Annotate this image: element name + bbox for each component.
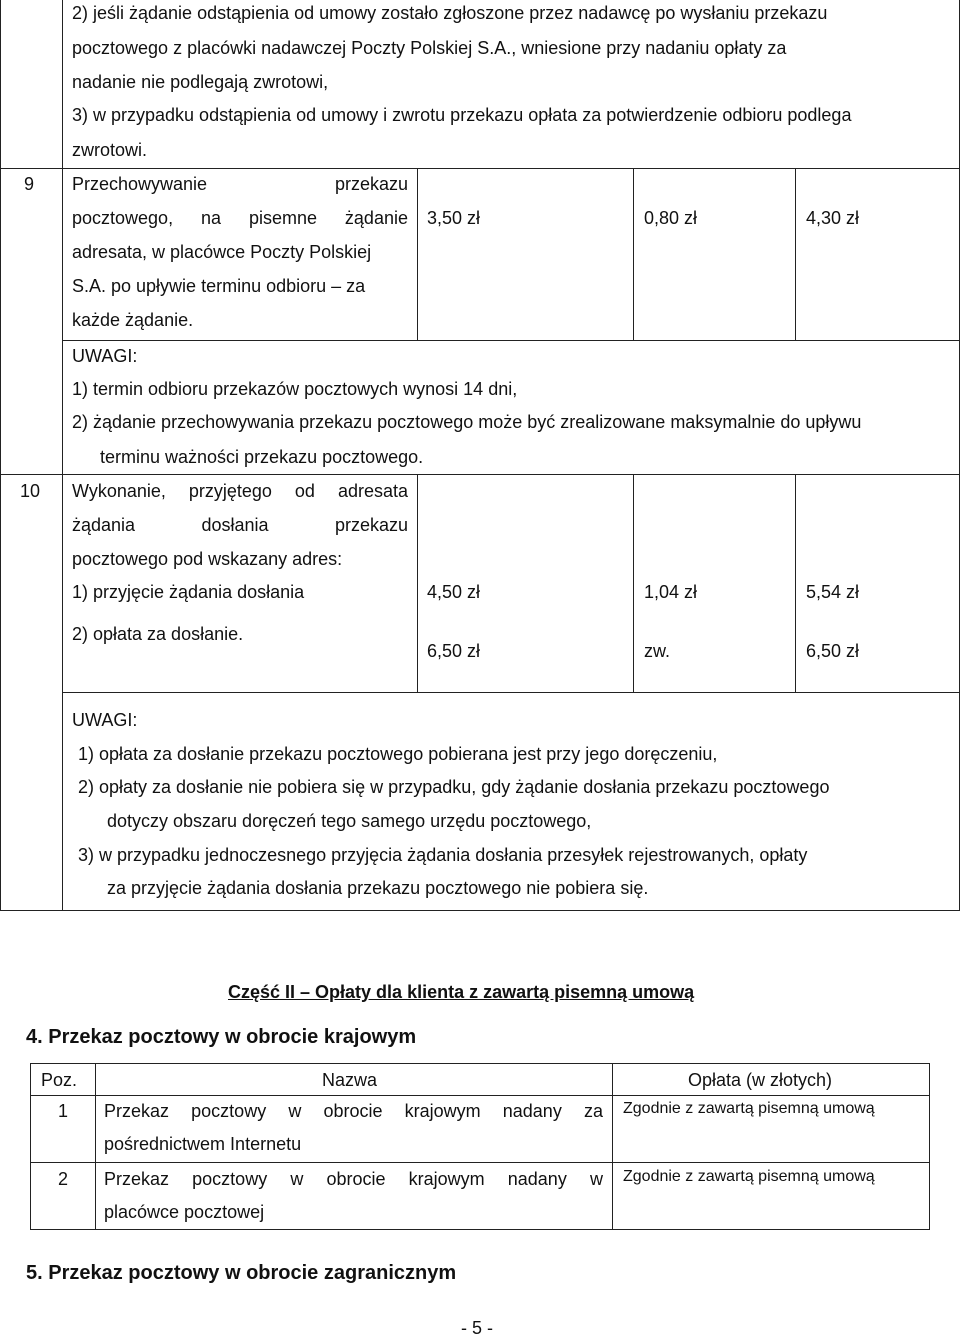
table-row-separator	[0, 474, 960, 475]
table-col-separator	[612, 1063, 613, 1230]
table-col-separator	[795, 474, 796, 692]
fee-value: Zgodnie z zawartą pisemną umową	[623, 1100, 875, 1117]
row-number: 9	[24, 174, 35, 194]
word: przekazu	[334, 174, 408, 194]
table-border-left	[0, 0, 1, 911]
table-row-separator	[30, 1162, 930, 1163]
table-border-col-text	[62, 0, 63, 911]
note-line: 1) opłata za dosłanie przekazu pocztowego pobierana jest przy jego doręczeniu,	[78, 744, 718, 764]
word: w	[589, 1169, 603, 1189]
service-name-line	[72, 516, 408, 534]
table-col-separator	[795, 168, 796, 340]
table-col-separator	[633, 168, 634, 340]
note-line: 2) żądanie przechowywania przekazu pocztowego może być zrealizowane maksymalnie do upływu	[72, 412, 862, 432]
note-line: 3) w przypadku jednoczesnego przyjęcia żądania dosłania przesyłek rejestrowanych, opłaty	[78, 845, 808, 865]
word: nadany	[507, 1169, 567, 1189]
table-col-separator	[633, 474, 634, 692]
table-col-separator	[95, 1063, 96, 1230]
table-row-name-line: pośrednictwem Internetu	[104, 1134, 302, 1154]
section-heading: 4. Przekaz pocztowy w obrocie krajowym	[26, 1026, 417, 1048]
section-heading: 5. Przekaz pocztowy w obrocie zagranicznym	[26, 1262, 457, 1284]
gross-price: 6,50 zł	[806, 641, 860, 661]
table-border-top	[30, 1063, 930, 1064]
word: przekazu	[334, 515, 408, 535]
net-price: 3,50 zł	[427, 208, 481, 228]
word: przyjętego	[188, 481, 272, 501]
part-heading: Część II – Opłaty dla klienta z zawartą pisemną umową	[228, 982, 695, 1002]
service-name-line: pocztowego pod wskazany adres:	[72, 549, 343, 569]
row-position: 1	[58, 1101, 69, 1121]
word: Przechowywanie	[72, 174, 208, 194]
word: dosłania	[201, 515, 269, 535]
table-row-separator	[30, 1095, 930, 1096]
word: Przekaz	[104, 1101, 170, 1121]
page-number: - 5 -	[461, 1318, 494, 1338]
table-row-name-line: placówce pocztowej	[104, 1202, 265, 1222]
note-line: 1) termin odbioru przekazów pocztowych wynosi 14 dni,	[72, 379, 518, 399]
word: żądania	[72, 515, 136, 535]
table-row-separator	[0, 168, 960, 169]
column-header: Nazwa	[322, 1070, 378, 1090]
word: pocztowego,	[72, 208, 174, 228]
table-border-right	[929, 1063, 930, 1230]
service-name-line: S.A. po upływie terminu odbioru – za	[72, 276, 366, 296]
net-price: 4,50 zł	[427, 582, 481, 602]
note-line: terminu ważności przekazu pocztowego.	[100, 447, 424, 467]
vat-amount: zw.	[644, 641, 671, 661]
note-line: pocztowego z placówki nadawczej Poczty Polskiej S.A., wniesione przy nadaniu opłaty za	[72, 38, 787, 58]
net-price: 6,50 zł	[427, 641, 481, 661]
word: krajowym	[408, 1169, 485, 1189]
word: za	[583, 1101, 603, 1121]
note-line: nadanie nie podlegają zwrotowi,	[72, 72, 329, 92]
word: obrocie	[323, 1101, 383, 1121]
word: nadany	[502, 1101, 562, 1121]
word: krajowym	[404, 1101, 481, 1121]
word: na	[201, 208, 222, 228]
word: pocztowy	[192, 1169, 268, 1189]
service-name-line: 2) opłata za dosłanie.	[72, 624, 244, 644]
word: w	[288, 1101, 302, 1121]
word: żądanie	[344, 208, 408, 228]
gross-price: 5,54 zł	[806, 582, 860, 602]
word: od	[294, 481, 315, 501]
note-line: dotyczy obszaru doręczeń tego samego urzędu pocztowego,	[107, 811, 592, 831]
service-name-line: każde żądanie.	[72, 310, 194, 330]
note-line: 2) jeśli żądanie odstąpienia od umowy zostało zgłoszone przez nadawcę po wysłaniu przekazu	[72, 3, 828, 23]
service-name-line	[72, 209, 408, 227]
word: pisemne	[248, 208, 317, 228]
word: pocztowy	[191, 1101, 267, 1121]
notes-title: UWAGI:	[72, 346, 138, 366]
column-header: Poz.	[41, 1070, 78, 1090]
word: adresata	[337, 481, 408, 501]
table-border-bottom	[30, 1229, 930, 1230]
table-border-bottom	[0, 910, 960, 911]
word: Przekaz	[104, 1169, 170, 1189]
vat-amount: 1,04 zł	[644, 582, 698, 602]
notes-title: UWAGI:	[72, 710, 138, 730]
service-name-line	[72, 175, 408, 193]
table-border-left	[30, 1063, 31, 1230]
vat-amount: 0,80 zł	[644, 208, 698, 228]
service-name-line: 1) przyjęcie żądania dosłania	[72, 582, 305, 602]
service-name-line	[72, 482, 408, 500]
word: obrocie	[326, 1169, 386, 1189]
table-row-separator	[62, 340, 960, 341]
note-line: 2) opłaty za dosłanie nie pobiera się w przypadku, gdy żądanie dosłania przekazu pocztowego	[78, 777, 830, 797]
table-col-separator	[417, 474, 418, 692]
row-position: 2	[58, 1169, 69, 1189]
note-line: za przyjęcie żądania dosłania przekazu pocztowego nie pobiera się.	[107, 878, 649, 898]
note-line: 3) w przypadku odstąpienia od umowy i zwrotu przekazu opłata za potwierdzenie odbioru podlega	[72, 105, 852, 125]
column-header: Opłata (w złotych)	[688, 1070, 833, 1090]
service-name-line: adresata, w placówce Poczty Polskiej	[72, 242, 372, 262]
table-row-separator	[62, 692, 960, 693]
word: Wykonanie,	[72, 481, 166, 501]
table-col-separator	[417, 168, 418, 340]
row-number: 10	[20, 481, 41, 501]
word: w	[290, 1169, 304, 1189]
table-row-name-line	[104, 1102, 603, 1120]
gross-price: 4,30 zł	[806, 208, 860, 228]
note-line: zwrotowi.	[72, 140, 148, 160]
table-row-name-line	[104, 1170, 603, 1188]
fee-value: Zgodnie z zawartą pisemną umową	[623, 1168, 875, 1185]
